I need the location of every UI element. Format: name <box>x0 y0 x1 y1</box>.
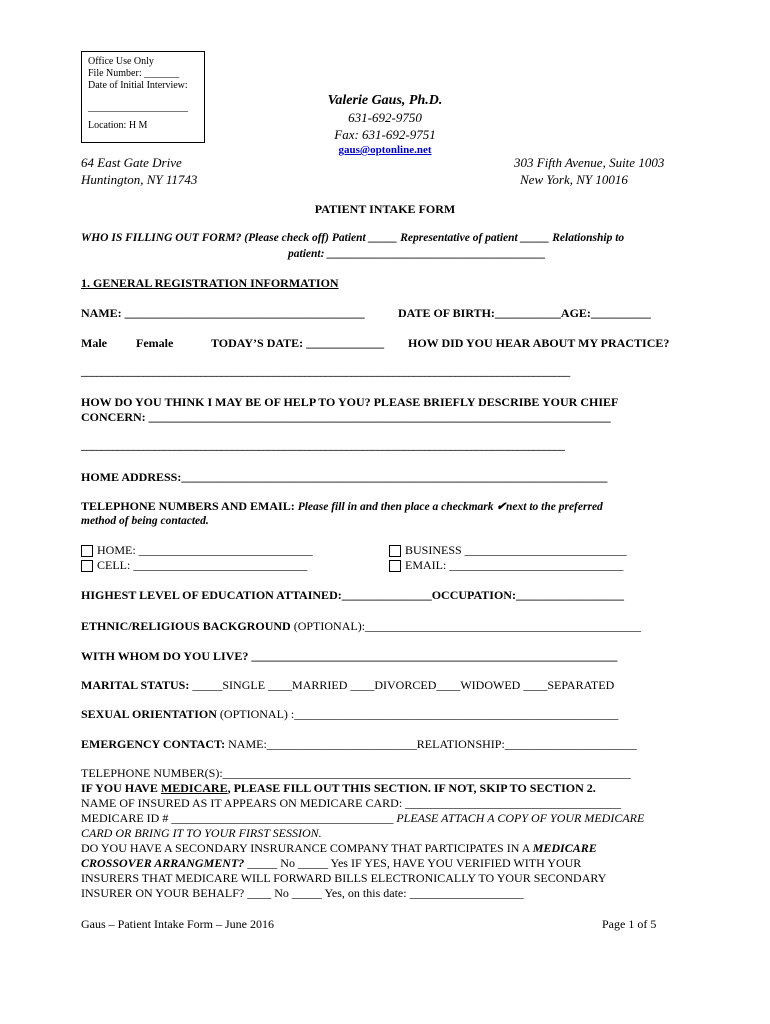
address-left-line2: Huntington, NY 11743 <box>81 172 198 187</box>
footer-page-number: Page 1 of 5 <box>602 917 657 931</box>
medicare-id-field[interactable]: MEDICARE ID # _____________________________________ <box>81 811 394 825</box>
address-right-line2: New York, NY 10016 <box>520 172 628 187</box>
home-address-field[interactable]: HOME ADDRESS:_______________________________________________________________________ <box>81 470 608 484</box>
business-phone-field[interactable]: BUSINESS ___________________________ <box>405 543 627 557</box>
secondary-insurance-line4[interactable]: INSURER ON YOUR BEHALF? ____ No _____ Yes, on this date: ___________________ <box>81 886 524 900</box>
secondary-insurance-line3: INSURERS THAT MEDICARE WILL FORWARD BILLS ELECTRONICALLY TO YOUR SECONDARY <box>81 871 607 885</box>
secondary-insurance-keyword: MEDICARE <box>532 841 597 855</box>
orientation-row <box>81 707 618 722</box>
emergency-contact-row <box>81 737 637 752</box>
marital-status-row <box>81 678 614 693</box>
medicare-heading <box>81 781 596 796</box>
medicare-heading-pre: IF YOU HAVE <box>81 781 161 795</box>
crossover-label: CROSSOVER ARRANGMENT? <box>81 856 245 870</box>
tel-email-label: TELEPHONE NUMBERS AND EMAIL: <box>81 499 295 513</box>
telephone-numbers-field[interactable]: TELEPHONE NUMBER(S):____________________________________________________________________ <box>81 766 631 780</box>
cell-phone-row <box>81 558 307 573</box>
home-phone-row <box>81 543 313 558</box>
business-phone-checkbox[interactable] <box>389 545 401 557</box>
doctor-email-link[interactable]: gaus@optonline.net <box>338 144 432 156</box>
office-use-box <box>81 51 205 143</box>
orientation-field[interactable]: (OPTIONAL) :______________________________________________________ <box>216 707 619 721</box>
cell-phone-checkbox[interactable] <box>81 560 93 572</box>
cell-phone-field[interactable]: CELL: _____________________________ <box>97 558 308 572</box>
education-occupation-field[interactable]: HIGHEST LEVEL OF EDUCATION ATTAINED:_______________OCCUPATION:__________________ <box>81 588 624 602</box>
footer-left: Gaus – Patient Intake Form – June 2016 <box>81 917 274 931</box>
medicare-attach-note-line2: CARD OR BRING IT TO YOUR FIRST SESSION. <box>81 826 322 840</box>
marital-status-label: MARITAL STATUS: <box>81 678 190 692</box>
concern-line[interactable]: _____________________________________________________________________________________________ <box>81 440 565 452</box>
doctor-phone: 631-692-9750 <box>348 110 422 125</box>
office-use-label: Office Use Only <box>88 56 154 67</box>
ethnic-background-label: ETHNIC/RELIGIOUS BACKGROUND <box>81 619 291 633</box>
home-phone-field[interactable]: HOME: _____________________________ <box>97 543 313 557</box>
section1-heading: 1. GENERAL REGISTRATION INFORMATION <box>81 276 339 290</box>
email-row <box>389 558 623 573</box>
name-field[interactable]: NAME: ________________________________________ <box>81 306 365 320</box>
address-right <box>514 154 664 188</box>
email-field[interactable]: EMAIL: _____________________________ <box>405 558 624 572</box>
address-left <box>81 154 197 188</box>
initial-interview-field[interactable]: ____________________ <box>88 102 188 113</box>
marital-status-options[interactable]: _____SINGLE ____MARRIED ____DIVORCED____WIDOWED ____SEPARATED <box>189 678 615 692</box>
address-left-line1: 64 East Gate Drive <box>81 155 182 170</box>
medicare-heading-keyword: MEDICARE <box>160 781 228 795</box>
secondary-insurance-text: DO YOU HAVE A SECONDARY INSRURANCE COMPANY THAT PARTICIPATES IN A <box>81 841 533 855</box>
hear-about-line[interactable]: ______________________________________________________________________________________________ <box>81 366 570 378</box>
initial-interview-label: Date of Initial Interview: <box>88 80 188 91</box>
emergency-contact-field[interactable]: NAME:_________________________RELATIONSHIP:______________________ <box>225 737 637 751</box>
form-title: PATIENT INTAKE FORM <box>314 202 456 216</box>
male-option[interactable]: Male <box>81 336 107 350</box>
business-phone-row <box>389 543 627 558</box>
email-checkbox[interactable] <box>389 560 401 572</box>
address-right-line1: 303 Fifth Avenue, Suite 1003 <box>514 155 665 170</box>
secondary-insurance-line2 <box>81 856 581 871</box>
medicare-heading-post: , PLEASE FILL OUT THIS SECTION. IF NOT, SKIP TO SECTION 2. <box>227 781 596 795</box>
concern-field[interactable]: CONCERN: _____________________________________________________________________________ <box>81 410 611 424</box>
dob-age-field[interactable]: DATE OF BIRTH:___________AGE:__________ <box>398 306 651 320</box>
insured-name-field[interactable]: NAME OF INSURED AS IT APPEARS ON MEDICARE CARD: ____________________________________ <box>81 796 622 810</box>
doctor-header <box>300 92 470 157</box>
medicare-id-row <box>81 811 644 826</box>
file-number-field[interactable]: File Number: _______ <box>88 68 180 79</box>
live-with-field[interactable]: WITH WHOM DO YOU LIVE? _____________________________________________________________ <box>81 649 618 663</box>
tel-email-instruction-line2: method of being contacted. <box>81 515 209 527</box>
hear-about-label: HOW DID YOU HEAR ABOUT MY PRACTICE? <box>408 336 670 350</box>
ethnic-background-row <box>81 619 641 634</box>
secondary-insurance-line1 <box>81 841 597 856</box>
location-field: Location: H M <box>88 120 148 131</box>
doctor-fax: Fax: 631-692-9751 <box>334 127 436 142</box>
concern-label: HOW DO YOU THINK I MAY BE OF HELP TO YOU? PLEASE BRIEFLY DESCRIBE YOUR CHIEF <box>81 395 619 409</box>
ethnic-background-field[interactable]: (OPTIONAL):______________________________________________ <box>290 619 642 633</box>
home-phone-checkbox[interactable] <box>81 545 93 557</box>
who-filling-line1[interactable]: WHO IS FILLING OUT FORM? (Please check off) Patient _____ Representative of patient _____ Relationship to <box>81 232 625 244</box>
orientation-label: SEXUAL ORIENTATION <box>81 707 217 721</box>
doctor-name: Valerie Gaus, Ph.D. <box>327 93 443 108</box>
female-option[interactable]: Female <box>136 336 174 350</box>
todays-date-field[interactable]: TODAY’S DATE: _____________ <box>211 336 385 350</box>
who-filling-line2[interactable]: patient: ______________________________________ <box>288 248 546 260</box>
emergency-contact-label: EMERGENCY CONTACT: <box>81 737 226 751</box>
tel-email-instructions <box>81 499 603 514</box>
crossover-options[interactable]: _____ No _____ Yes IF YES, HAVE YOU VERIFIED WITH YOUR <box>244 856 582 870</box>
medicare-attach-note: PLEASE ATTACH A COPY OF YOUR MEDICARE <box>396 811 645 825</box>
tel-email-instruction: Please fill in and then place a checkmark ✔next to the preferred <box>297 501 603 513</box>
